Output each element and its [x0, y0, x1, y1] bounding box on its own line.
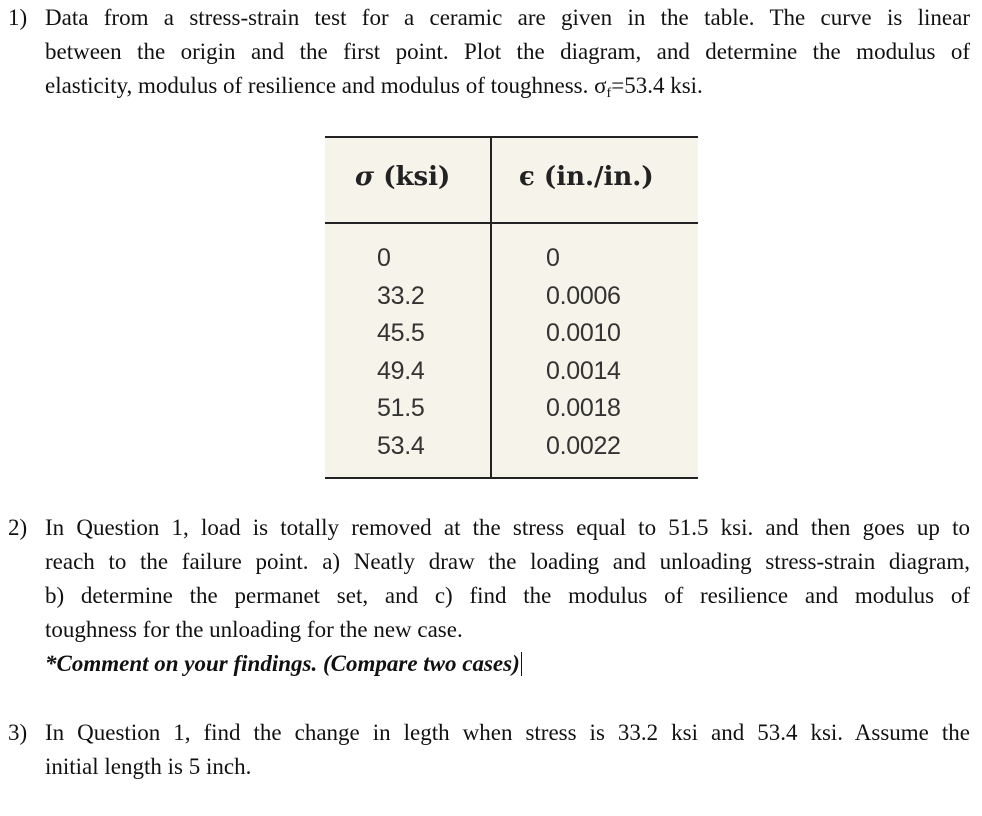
- question-1-number: 1): [8, 5, 28, 30]
- question-3-line-1: In Question 1, find the change in legth when stress is 33.2 ksi and 53.4 ksi. Assume the: [45, 720, 970, 745]
- strain-cell: 0.0022: [546, 431, 621, 460]
- text-cursor: [521, 652, 522, 676]
- stress-cell: 0: [377, 244, 391, 272]
- table-column-divider: [490, 138, 492, 477]
- stress-cell: 53.4: [377, 431, 425, 460]
- question-2-line-4: toughness for the unloading for the new case.: [45, 617, 463, 642]
- strain-cell: 0.0010: [546, 319, 621, 347]
- stress-cell: 49.4: [377, 356, 425, 385]
- strain-cell: 0: [546, 244, 560, 272]
- question-2-number: 2): [8, 515, 28, 540]
- question-2-line-2: reach to the failure point. a) Neatly draw the loading and unloading stress-strain diagram,: [45, 549, 970, 574]
- stress-cell: 45.5: [377, 319, 425, 347]
- header-stress: [355, 162, 450, 192]
- question-1-line-3-prefix: elasticity, modulus of resilience and modulus of toughness. σ: [45, 73, 607, 98]
- stress-strain-table: [325, 136, 698, 479]
- question-3-line-2: initial length is 5 inch.: [45, 754, 252, 779]
- stress-cell: 51.5: [377, 394, 425, 422]
- question-3-number: 3): [8, 720, 28, 745]
- header-strain: [519, 162, 654, 192]
- comment-prompt: [45, 647, 970, 681]
- question-2: [8, 511, 970, 681]
- header-stress-unit: (ksi): [374, 162, 451, 192]
- strain-cell: 0.0006: [546, 281, 621, 310]
- strain-cell: 0.0018: [546, 394, 621, 422]
- question-1-line-1: Data from a stress-strain test for a ceramic are given in the table. The curve is linear: [45, 5, 970, 30]
- question-1-line-3: [45, 69, 970, 111]
- table-header-rule: [325, 222, 698, 224]
- comment-text: *Comment on your findings. (Compare two cases): [45, 651, 520, 676]
- sigma-symbol: σ: [355, 162, 375, 192]
- failure-subscript: f: [606, 86, 612, 101]
- question-2-line-1: In Question 1, load is totally removed at the stress equal to 51.5 ksi. and then goes up to: [45, 515, 970, 540]
- strain-column: [546, 240, 621, 465]
- question-2-line-3: b) determine the permanet set, and c) find the modulus of resilience and modulus of: [45, 583, 970, 608]
- question-3: [8, 716, 970, 784]
- stress-column: [377, 240, 424, 465]
- question-1: [8, 1, 970, 111]
- stress-cell: 33.2: [377, 281, 425, 310]
- question-1-line-3-suffix: =53.4 ksi.: [611, 73, 703, 98]
- question-1-line-2: between the origin and the first point. Plot the diagram, and determine the modulus of: [45, 39, 970, 64]
- header-strain-unit: (in./in.): [534, 162, 654, 192]
- strain-cell: 0.0014: [546, 356, 621, 385]
- epsilon-symbol: ϵ: [519, 162, 535, 192]
